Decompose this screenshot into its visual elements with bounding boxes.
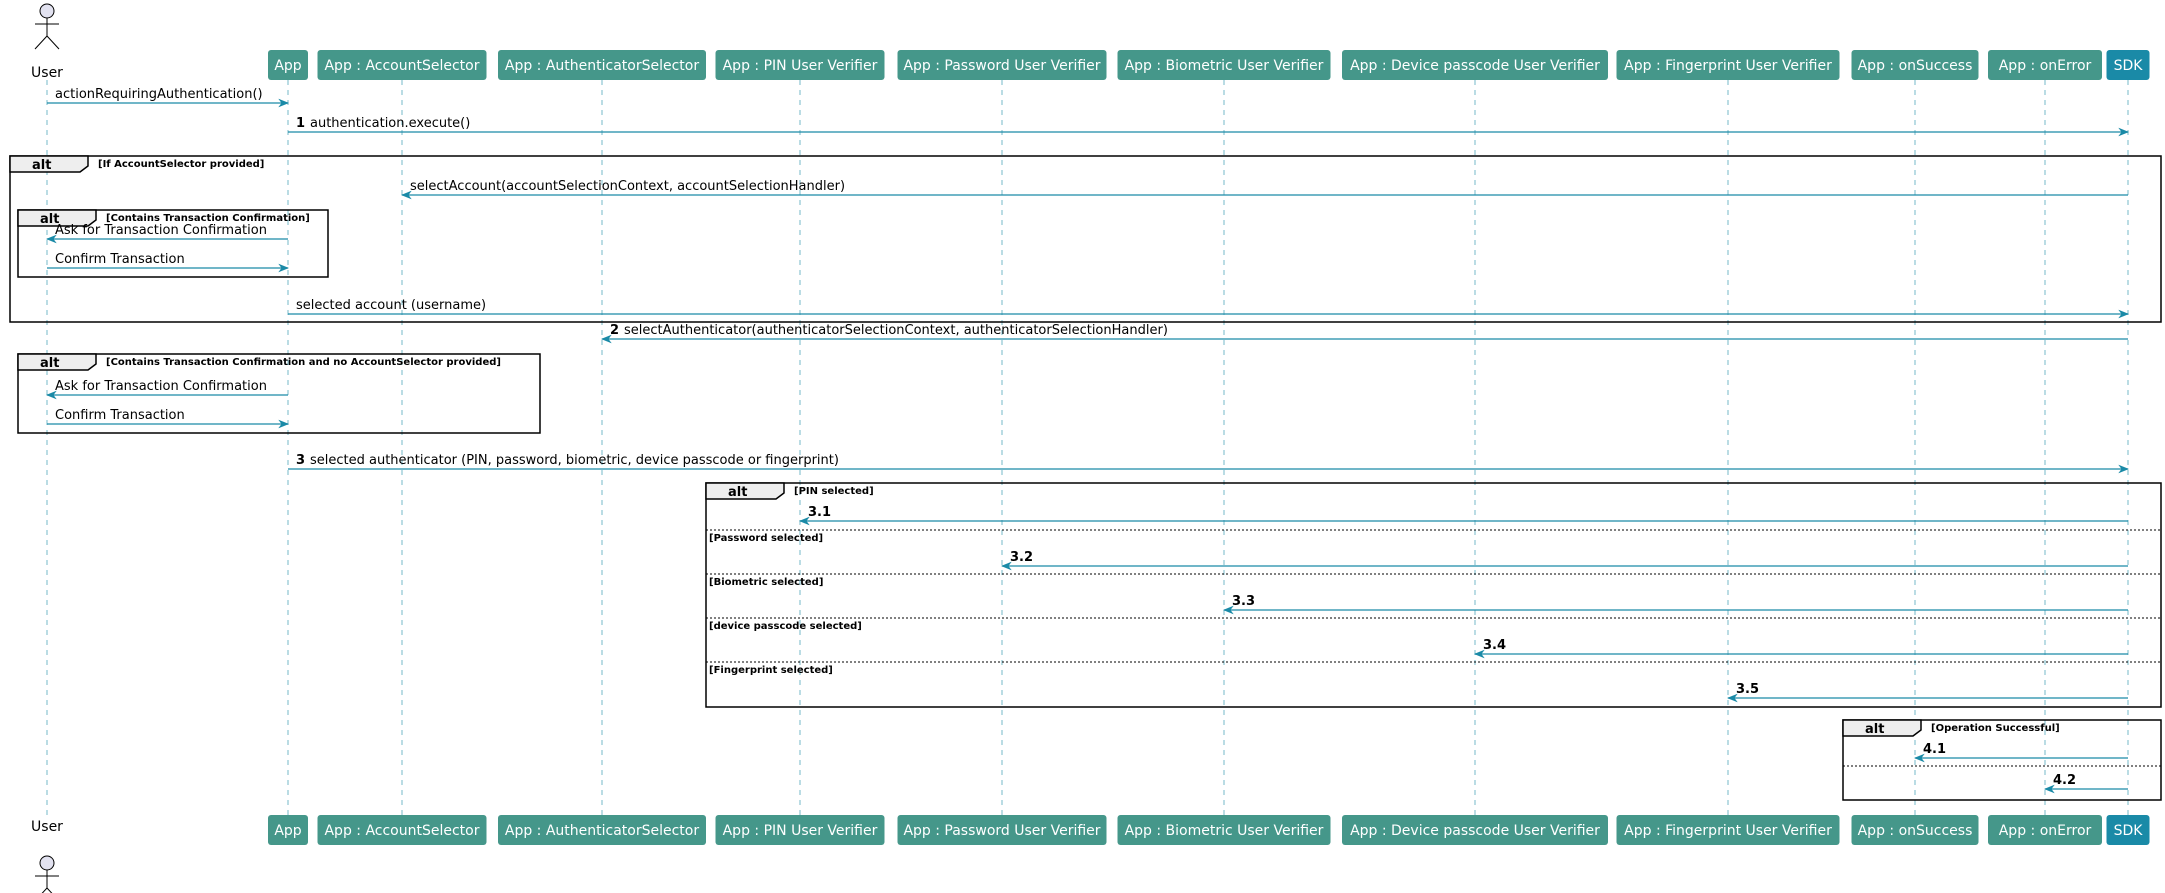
participant-label: App : onError xyxy=(1998,823,2092,839)
participant-label: App : Device passcode User Verifier xyxy=(1350,58,1600,74)
fragment-condition: [Fingerprint selected] xyxy=(709,665,833,676)
message-label: actionRequiringAuthentication() xyxy=(55,87,263,102)
message-label: selectAccount(accountSelectionContext, accountSelectionHandler) xyxy=(410,179,846,194)
participant-label: SDK xyxy=(2113,823,2143,839)
participant-label: App : AccountSelector xyxy=(324,823,480,839)
participant-dev-bottom xyxy=(1342,815,1608,845)
participant-sdk-bottom xyxy=(2107,815,2150,845)
participant-dev-top xyxy=(1342,50,1608,80)
message-10 xyxy=(288,453,2128,469)
actor-leg-right xyxy=(47,888,59,893)
participant-app-bottom xyxy=(268,815,308,845)
fragment-operator: alt xyxy=(40,212,60,227)
participant-label: App : PIN User Verifier xyxy=(722,823,878,839)
participant-label: App : AuthenticatorSelector xyxy=(504,58,700,74)
participant-fp-top xyxy=(1617,50,1840,80)
participant-acct-bottom xyxy=(318,815,487,845)
participant-err-top xyxy=(1988,50,2102,80)
message-label: selected account (username) xyxy=(296,298,487,313)
participant-label: App xyxy=(274,58,302,74)
message-label: Confirm Transaction xyxy=(55,408,185,423)
message-number: 3.2 xyxy=(1010,550,1034,565)
participant-label: User xyxy=(31,65,63,81)
participant-bio-bottom xyxy=(1118,815,1331,845)
actor-head xyxy=(40,856,54,870)
participant-succ-top xyxy=(1852,50,1979,80)
message-number: 1 xyxy=(296,116,306,131)
participant-bio-top xyxy=(1118,50,1331,80)
message-1 xyxy=(47,87,288,103)
actor-leg-left xyxy=(35,36,47,49)
actor-user-bottom xyxy=(31,819,63,893)
actor-leg-left xyxy=(35,888,47,893)
fragment-frame xyxy=(706,483,2161,707)
participant-label: SDK xyxy=(2113,58,2143,74)
message-label: selectAuthenticator(authenticatorSelectionContext, authenticatorSelectionHandler) xyxy=(624,323,1168,338)
message-3 xyxy=(402,179,2128,195)
message-label: Confirm Transaction xyxy=(55,252,185,267)
participant-label: App : Fingerprint User Verifier xyxy=(1624,58,1832,74)
fragment-condition: [Biometric selected] xyxy=(709,577,824,588)
participant-label: App : Password User Verifier xyxy=(903,823,1101,839)
participant-label: App : AuthenticatorSelector xyxy=(504,823,700,839)
fragment-condition: [If AccountSelector provided] xyxy=(98,159,265,170)
message-17 xyxy=(2045,773,2128,789)
participant-label: App : Device passcode User Verifier xyxy=(1350,823,1600,839)
message-label: selected authenticator (PIN, password, biometric, device passcode or fingerprint) xyxy=(310,453,839,468)
message-number: 3.4 xyxy=(1483,638,1507,653)
fragment-operator: alt xyxy=(728,485,748,500)
participant-succ-bottom xyxy=(1852,815,1979,845)
participant-pin-top xyxy=(716,50,885,80)
fragment-operator: alt xyxy=(40,356,60,371)
message-number: 2 xyxy=(610,323,620,338)
participant-label: App : onSuccess xyxy=(1857,823,1973,839)
message-4 xyxy=(47,223,288,239)
message-6 xyxy=(288,298,2128,314)
message-label: Ask for Transaction Confirmation xyxy=(55,223,267,238)
message-15 xyxy=(1728,682,2128,698)
message-12 xyxy=(1002,550,2128,566)
fragment-alt-authenticator xyxy=(706,483,2161,707)
message-7 xyxy=(602,323,2128,339)
message-2 xyxy=(288,116,2128,132)
message-number: 3.5 xyxy=(1736,682,1760,697)
fragment-condition: [Operation Successful] xyxy=(1931,723,2060,734)
message-number: 3.1 xyxy=(808,505,832,520)
message-9 xyxy=(47,408,288,424)
message-number: 3 xyxy=(296,453,306,468)
message-number: 4.1 xyxy=(1923,742,1947,757)
participant-label: User xyxy=(31,819,63,835)
participant-label: App : Password User Verifier xyxy=(903,58,1101,74)
message-8 xyxy=(47,379,288,395)
message-14 xyxy=(1475,638,2128,654)
participant-label: App : onSuccess xyxy=(1857,58,1973,74)
participant-auth-top xyxy=(498,50,706,80)
participant-sdk-top xyxy=(2107,50,2150,80)
participant-label: App : onError xyxy=(1998,58,2092,74)
fragment-condition: [PIN selected] xyxy=(794,486,874,497)
fragment-alt-result xyxy=(1843,720,2161,800)
fragment-operator: alt xyxy=(1865,722,1885,737)
fragment-condition: [Password selected] xyxy=(709,533,824,544)
message-5 xyxy=(47,252,288,268)
participant-fp-bottom xyxy=(1617,815,1840,845)
participant-label: App : PIN User Verifier xyxy=(722,58,878,74)
fragment-operator: alt xyxy=(32,158,52,173)
participant-label: App : AccountSelector xyxy=(324,58,480,74)
participant-pin-bottom xyxy=(716,815,885,845)
participant-auth-bottom xyxy=(498,815,706,845)
participant-pwd-top xyxy=(898,50,1107,80)
message-number: 4.2 xyxy=(2053,773,2077,788)
participant-label: App : Biometric User Verifier xyxy=(1124,58,1324,74)
participant-app-top xyxy=(268,50,308,80)
message-label: Ask for Transaction Confirmation xyxy=(55,379,267,394)
participant-label: App xyxy=(274,823,302,839)
message-number: 3.3 xyxy=(1232,594,1256,609)
actor-user-top xyxy=(31,4,63,81)
message-label: authentication.execute() xyxy=(310,116,471,131)
participant-label: App : Fingerprint User Verifier xyxy=(1624,823,1832,839)
message-11 xyxy=(800,505,2128,521)
fragment-condition: [device passcode selected] xyxy=(709,621,862,632)
actor-leg-right xyxy=(47,36,59,49)
message-13 xyxy=(1224,594,2128,610)
actor-head xyxy=(40,4,54,18)
fragment-condition: [Contains Transaction Confirmation] xyxy=(106,213,310,224)
fragment-condition: [Contains Transaction Confirmation and no AccountSelector provided] xyxy=(106,357,501,368)
participant-acct-top xyxy=(318,50,487,80)
participant-label: App : Biometric User Verifier xyxy=(1124,823,1324,839)
participant-err-bottom xyxy=(1988,815,2102,845)
message-16 xyxy=(1915,742,2128,758)
participant-pwd-bottom xyxy=(898,815,1107,845)
